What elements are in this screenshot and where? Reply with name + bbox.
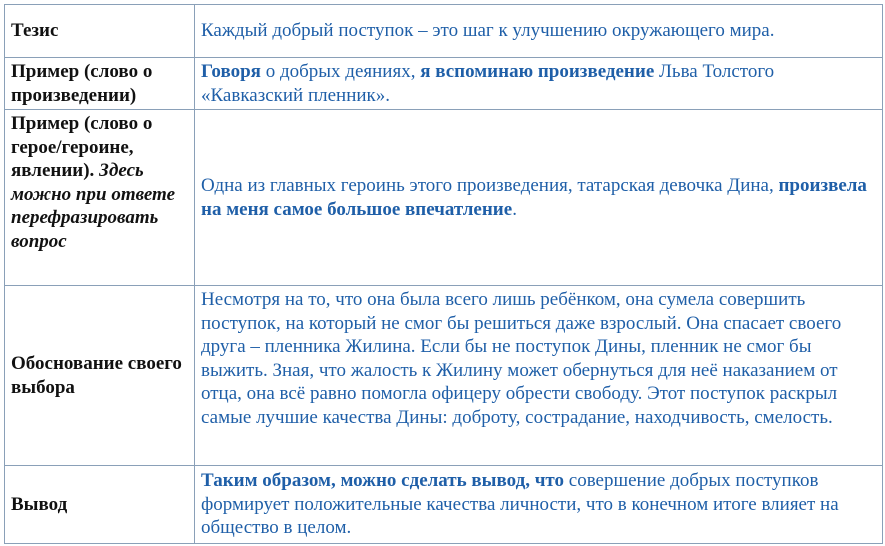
- content-segment: о добрых деяниях,: [265, 61, 421, 82]
- row-label-text: Тезис: [11, 20, 59, 42]
- row-label-text: Пример (слово о герое/героине, явлении).: [11, 113, 153, 181]
- row-content: [195, 466, 883, 544]
- content-segment: Несмотря на то, что она была всего лишь ребёнком, она сумела совершить поступок, на который не смог бы решиться даже взрослый. Она спасает своего друга – пленника Жилина. Если бы не поступок Дины, пленник не смог бы выжить. Зная, что жалость к Жилину может обернуться для неё наказанием от отца, она всё равно помогла офицеру обрести свободу. Этот поступок раскрыл самые лучшие качества Дины: доброту, сострадание, находчивость, смелость.: [201, 289, 842, 428]
- content-segment: произвела на меня самое большое впечатление: [201, 175, 867, 220]
- content-segment: Говоря: [201, 61, 266, 82]
- row-label: [5, 5, 195, 58]
- table-row-justification: [5, 286, 883, 466]
- content-segment: Льва Толстого «Кавказский пленник».: [201, 61, 775, 106]
- row-label-text: Вывод: [11, 493, 68, 515]
- row-content: [195, 286, 883, 466]
- row-label: [5, 286, 195, 466]
- table-row-conclusion: [5, 466, 883, 544]
- table-row-example-hero: [5, 110, 883, 286]
- row-content: [195, 5, 883, 58]
- essay-plan-table: [4, 4, 883, 544]
- row-label-note: Здесь можно при ответе перефразировать вопрос: [11, 160, 175, 252]
- row-content: [195, 58, 883, 110]
- row-label-text: Обоснование своего выбора: [11, 353, 182, 398]
- row-label: [5, 110, 195, 286]
- table-row-thesis: [5, 5, 883, 58]
- content-segment: совершение добрых поступков формирует положительные качества личности, что в конечном итоге влияет на общество в целом.: [201, 470, 839, 539]
- content-segment: .: [512, 198, 517, 220]
- table-row-example-work: [5, 58, 883, 110]
- content-segment: Одна из главных героинь этого произведения, татарская девочка Дина,: [201, 175, 779, 196]
- row-label: [5, 466, 195, 544]
- row-label-text: Пример (слово о произведении): [11, 61, 153, 106]
- content-segment: Каждый добрый поступок – это шаг к улучшению окружающего мира.: [201, 20, 775, 42]
- row-content: [195, 110, 883, 286]
- content-segment: я вспоминаю произведение: [420, 61, 660, 82]
- row-label: [5, 58, 195, 110]
- content-segment: Таким образом, можно сделать вывод, что: [201, 470, 569, 492]
